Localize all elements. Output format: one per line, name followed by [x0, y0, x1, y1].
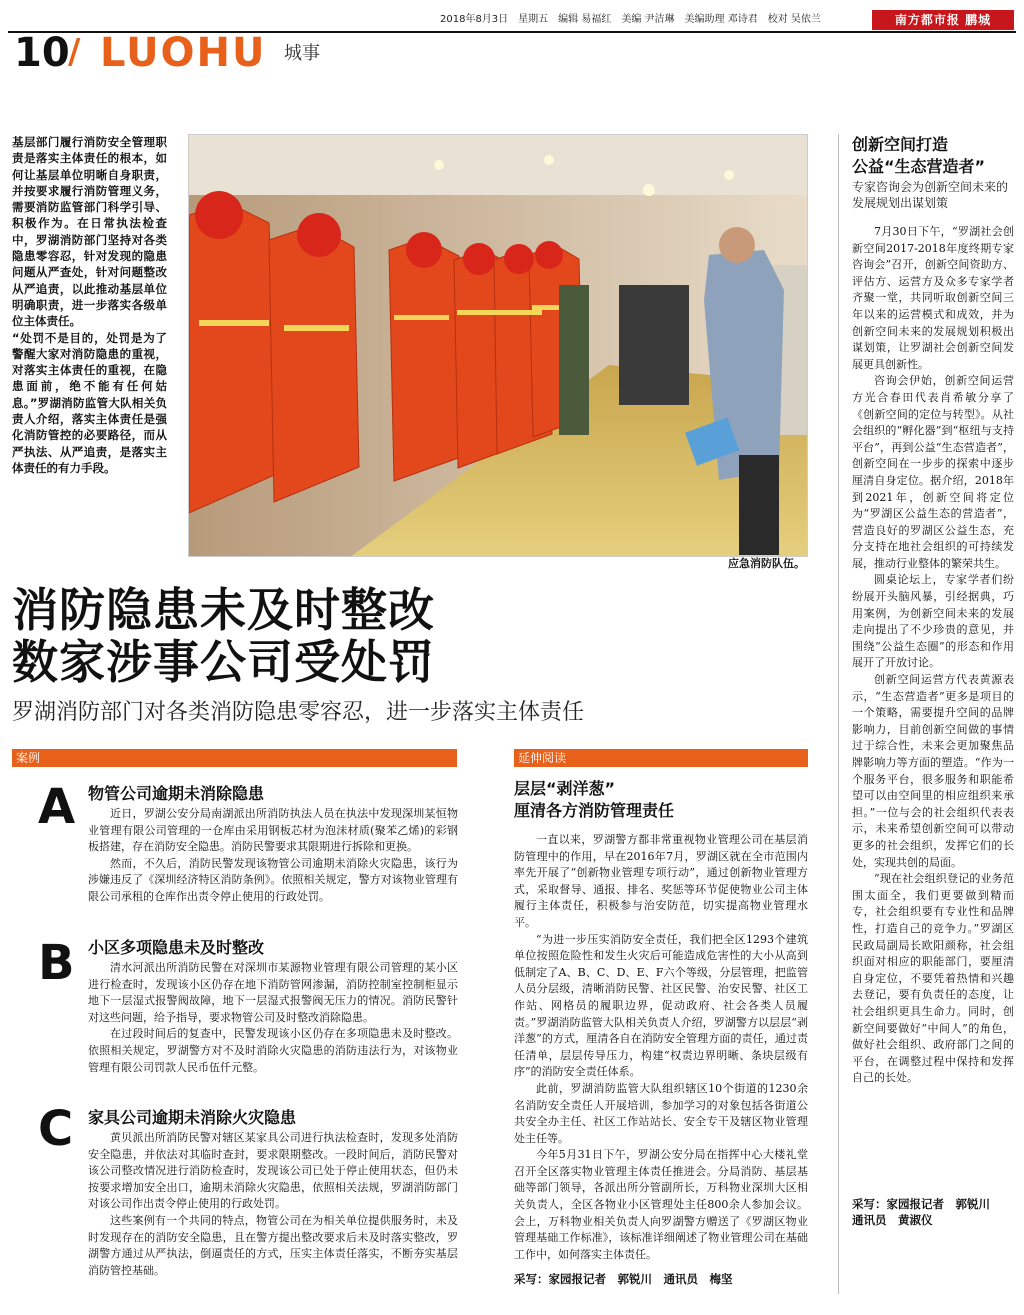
case-c-title: 家具公司逾期未消除火灾隐患	[88, 1108, 297, 1127]
page-slash: /	[68, 32, 81, 72]
case-b-title: 小区多项隐患未及时整改	[88, 938, 265, 957]
right-para-3: 圆桌论坛上，专家学者们纷纷展开头脑风暴，引经据典，巧用案例，为创新空间未来的发展走向提出了不少珍贵的意见，并围绕“公益生态圈”的形态和作用展开了开放讨论。	[852, 573, 1014, 670]
case-b-body	[88, 960, 458, 1076]
right-title-2: 公益“生态营造者”	[852, 157, 986, 176]
case-c-para-2: 这些案例有一个共同的特点，物管公司在为相关单位提供服务时，未及时发现存在的消防安全隐患，且在警方提出整改要求后未及时落实整改，罗湖警方通过从严执法，倒逼责任的方式，压实主体责任落实，不断夯实基层消防管控基础。	[88, 1213, 458, 1277]
right-headline	[852, 134, 985, 178]
right-para-4: 创新空间运营方代表黄源表示，“生态营造者”更多是项目的一个策略，需要提升空间的品牌影响力，目前创新空间做的事情过于综合性，未来会更加聚焦品牌影响力等方面的塑造。“作为一个服务平台，很多服务和职能希望可以由空间里的相应组织来承担。”一位与会的社会组织代表表示，未来希望创新空间可以带动更多的社会组织，发挥它们的长处，实现共创的局面。	[852, 673, 1014, 869]
case-a-title: 物管公司逾期未消除隐患	[88, 784, 265, 803]
case-a-para-1: 近日，罗湖公安分局南湖派出所消防执法人员在执法中发现深圳某恒物业管理有限公司管理的一仓库由采用钢板芯材为泡沫材质(聚苯乙烯)的彩钢板搭建，存在消防安全隐患。消防民警要求其限期进行拆除和更换。	[88, 807, 458, 854]
column-rule	[838, 134, 839, 1294]
right-para-2: 咨询会伊始，创新空间运营方光合春田代表肖希敏分享了《创新空间的定位与转型》。从社会组织的“孵化器”到“枢纽与支持平台”，再到公益“生态营造者”，创新空间在一步步的探索中逐步厘清自身定位。据介绍，2018年到2021年，创新空间将定位为“罗湖区公益生态的营造者”，营造良好的罗湖区公益生态，充分支持在地社会组织的可持续发展，推动行业整体的繁荣共生。	[852, 374, 1014, 570]
deck-subheadline: 罗湖消防部门对各类消防隐患零容忍，进一步落实主体责任	[12, 700, 585, 725]
right-para-5: “现在社会组织登记的业务范围太面全，我们更要做到精而专，社会组织要有专业性和品牌性，打造自己的竞争力。”罗湖区民政局副局长欧阳颜称，社会组织面对相应的职能部门，要厘清自身定位，不要凭着热情和兴趣去登记，要有负责任的态度，让社会组织更具生命力。同时，创新空间要做好“中间人”的角色，做好社会组织、政府部门之间的平台，在调整过程中保持和发挥自己的长处。	[852, 872, 1014, 1085]
headline	[12, 584, 832, 688]
case-b-letter: B	[38, 935, 75, 991]
case-a-letter: A	[38, 779, 76, 835]
right-subtitle: 专家咨询会为创新空间未来的发展规划出谋划策	[852, 180, 1009, 210]
right-body	[852, 224, 1014, 1087]
right-byline-2: 通讯员 黄淑仪	[852, 1213, 933, 1227]
lead-para-1: 基层部门履行消防安全管理职责是落实主体责任的根本，如何让基层单位明晰自身职责，并按要求履行消防管理义务，需要消防监管部门科学引导、积极作为。在日常执法检查中，罗湖消防部门坚持对各类隐患零容忍，针对发现的隐患问题从严查处，针对问题整改从严追责，以此推动基层单位明确职责，进一步落实各级单位主体责任。	[12, 135, 167, 329]
photo-caption: 应急消防队伍。	[728, 557, 805, 570]
headline-line-1: 消防隐患未及时整改	[12, 583, 435, 637]
case-c-body	[88, 1130, 458, 1279]
section-title: LUOHU	[100, 30, 267, 76]
extension-title-1: 层层“剥洋葱”	[514, 779, 616, 798]
case-a-body	[88, 806, 458, 906]
case-a-para-2: 然而，不久后，消防民警发现该物管公司逾期未消除火灾隐患，该行为涉嫌违反了《深圳经济特区消防条例》。依照相关规定，警方对该物业管理有限公司承租的仓库作出责令停止使用的行政处罚。	[88, 856, 458, 903]
extension-byline: 采写：家园报记者 郭锐川 通讯员 梅坚	[514, 1272, 733, 1286]
extension-para-1: 一直以来，罗湖警方都非常重视物业管理公司在基层消防管理中的作用，早在2016年7月，罗湖区就在全市范围内率先开展了“创新物业管理专项行动”，通过创新物业管理方式，采取督导、通报、排名、奖惩等环节促使物业公司主体履行主体责任，积极参与治安防范，切实提高物业管理水平。	[514, 833, 808, 929]
right-para-1: 7月30日下午，“罗湖社会创新空间2017-2018年度终期专家咨询会”召开，创新空间资助方、评估方、运营方及众多专家学者齐聚一堂，共同听取创新空间三年以来的运营模式和成效，并为创新空间未来的发展规划积极出谋划策，让罗湖社会创新空间发展更具创新性。	[852, 225, 1014, 371]
cases-section-bar: 案例	[12, 749, 457, 767]
photo-illustration	[189, 135, 808, 557]
section-subtitle: 城事	[284, 43, 320, 64]
dateline: 2018年8月3日 星期五 编辑 易福红 美编 尹洁琳 美编助理 邓诗君 校对 吴依兰	[440, 14, 821, 25]
extension-section-bar: 延伸阅读	[514, 749, 808, 767]
case-c-letter: C	[38, 1101, 74, 1157]
extension-body	[514, 832, 808, 1263]
firefighter-photo	[188, 134, 808, 557]
lead-para-2: “处罚不是目的，处罚是为了警醒大家对消防隐患的重视，对落实主体责任的重视，在隐患面前，绝不能有任何姑息。”罗湖消防监管大队相关负责人介绍，落实主体责任是强化消防管控的必要路径，而从严执法、从严追责，是落实主体责任的有力手段。	[12, 330, 167, 475]
headline-line-2: 数家涉事公司受处罚	[12, 635, 435, 689]
extension-para-4: 今年5月31日下午，罗湖公安分局在指挥中心大楼礼堂召开全区落实物业管理主体责任推进会。分局消防、基层基础等部门领导，各派出所分管副所长，万科物业深圳大区相关负责人，全区各物业小区管理处主任800余人参加会议。会上，万科物业相关负责人向罗湖警方赠送了《罗湖区物业管理基础工作标准》，该标准详细阐述了物业管理公司在基础工作中，如何落实主体责任。	[514, 1148, 808, 1261]
newspaper-logo: 南方都市报 鹏城	[872, 10, 1014, 30]
case-b-para-1: 清水河派出所消防民警在对深圳市某源物业管理有限公司管理的某小区进行检查时，发现该小区仍存在地下消防管网渗漏，消防控制室控制柜显示地下一层湿式报警阀故障，地下一层湿式报警阀无压力的情况。消防民警针对这些问题，给予指导，要求物管公司及时整改消除隐患。	[88, 961, 458, 1024]
page-number: 10	[14, 30, 70, 76]
right-byline-1: 采写：家园报记者 郭锐川	[852, 1197, 990, 1211]
right-byline	[852, 1196, 1014, 1228]
right-title-1: 创新空间打造	[852, 135, 949, 154]
case-c-para-1: 黄贝派出所消防民警对辖区某家具公司进行执法检查时，发现多处消防安全隐患，并依法对其临时查封，要求限期整改。一段时间后，消防民警对该公司整改情况进行消防检查时，发现该公司已处于停止使用状态，但仍未按要求增加安全出口，逾期未消除火灾隐患，依照相关法规，罗湖消防部门对该公司作出责令停止使用的行政处罚。	[88, 1131, 458, 1211]
lead-paragraph	[12, 134, 167, 476]
extension-para-3: 此前，罗湖消防监管大队组织辖区10个街道的1230余名消防安全责任人开展培训，参加学习的对象包括各街道公共安全办主任、社区工作站站长、安全专干及辖区物业管理处主任等。	[514, 1081, 808, 1145]
extension-title-2: 厘清各方消防管理责任	[514, 801, 675, 820]
extension-para-2: “为进一步压实消防安全责任，我们把全区1293个建筑单位按照危险性和发生火灾后可能造成危害性的大小从高到低制定了A、B、C、D、E、F六个等级，分层管理，把监管人员分层级，清晰消防民警、社区民警、治安民警、社区工作站、网格员的履职边界，促动政府、社会各类人员履责。”罗湖消防监管大队相关负责人介绍，罗湖警方以层层“剥洋葱”的方式，厘清各自在消防安全管理方面的责任，通过责任清单，层层传导压力，构建“权责边界明晰、条块层级有序”的消防安全责任体系。	[514, 932, 808, 1079]
case-b-para-2: 在过段时间后的复查中，民警发现该小区仍存在多项隐患未及时整改。依照相关规定，罗湖警方对不及时消除火灾隐患的消防违法行为，对该物业管理有限公司罚款人民币伍仟元整。	[88, 1027, 458, 1074]
